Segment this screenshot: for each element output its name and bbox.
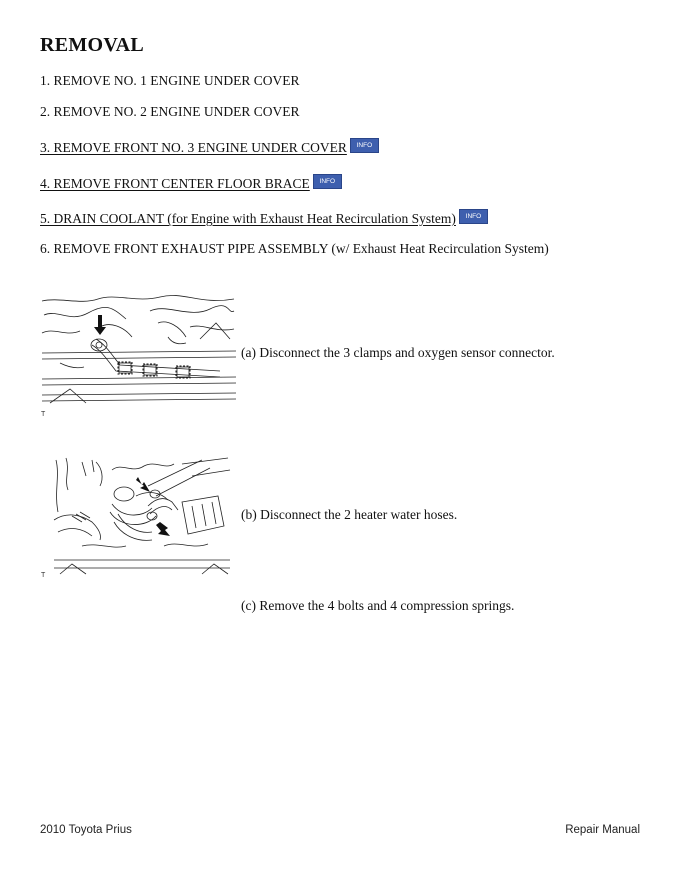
substep-a: (a) Disconnect the 3 clamps and oxygen sensor connector.: [241, 345, 555, 360]
footer-left: 2010 Toyota Prius: [40, 824, 132, 836]
heater-hose-illustration: [52, 456, 232, 578]
step-2: 2. REMOVE NO. 2 ENGINE UNDER COVER: [40, 104, 300, 119]
step-6: 6. REMOVE FRONT EXHAUST PIPE ASSEMBLY (w/ Exhaust Heat Recirculation System): [40, 241, 549, 256]
step-5-text[interactable]: 5. DRAIN COOLANT (for Engine with Exhaust Heat Recirculation System): [40, 211, 456, 226]
info-button[interactable]: INFO: [459, 209, 488, 224]
clamp-illustration: [40, 293, 236, 409]
step-3-text[interactable]: 3. REMOVE FRONT NO. 3 ENGINE UNDER COVER: [40, 140, 347, 155]
info-button[interactable]: INFO: [313, 174, 342, 189]
page-title: REMOVAL: [40, 34, 144, 56]
substep-b: (b) Disconnect the 2 heater water hoses.: [241, 507, 458, 522]
figure-id: T: [41, 411, 46, 418]
info-button[interactable]: INFO: [350, 138, 379, 153]
step-3: [40, 138, 379, 156]
step-4: [40, 174, 342, 192]
figure-id: T: [41, 572, 46, 579]
step-4-text[interactable]: 4. REMOVE FRONT CENTER FLOOR BRACE: [40, 176, 310, 191]
footer-right: Repair Manual: [565, 824, 640, 836]
substep-c: (c) Remove the 4 bolts and 4 compression springs.: [241, 598, 515, 613]
step-5: [40, 209, 488, 227]
step-1: 1. REMOVE NO. 1 ENGINE UNDER COVER: [40, 73, 300, 88]
